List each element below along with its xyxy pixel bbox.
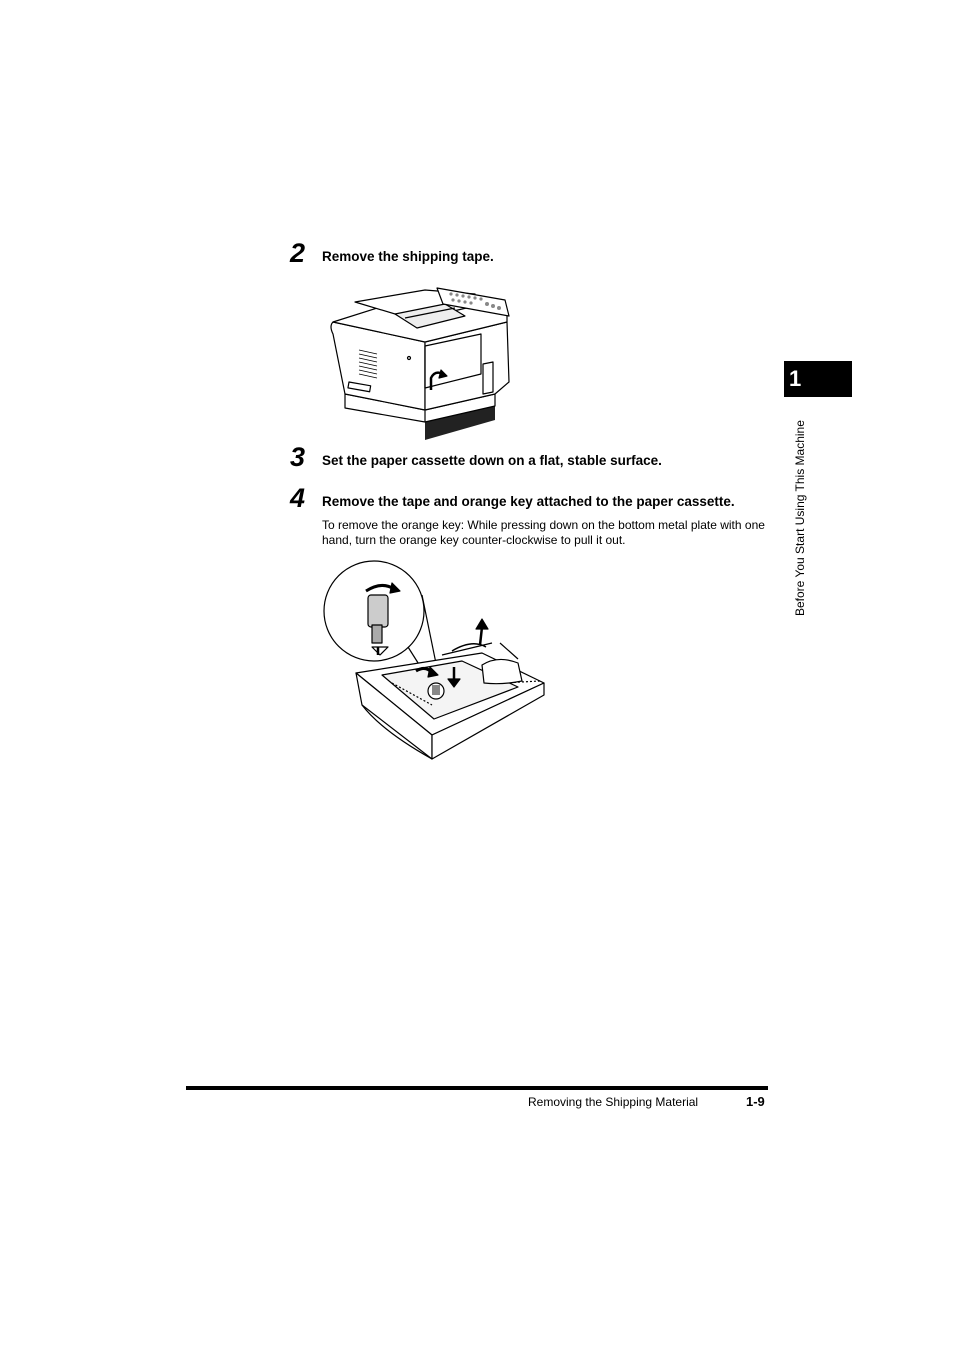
step-4-number: 4: [290, 483, 306, 513]
chapter-tab: 1: [784, 361, 852, 397]
footer-page-number: 1-9: [746, 1094, 765, 1109]
fax-machine-illustration: [325, 282, 515, 442]
step-4-detail: To remove the orange key: While pressing down on the bottom metal plate with one hand, turn the orange key counter-clockwise to pull it out.: [322, 518, 765, 547]
footer-rule: [186, 1086, 768, 1090]
step-2-number: 2: [290, 238, 306, 268]
step-3-text: Set the paper cassette down on a flat, stable surface.: [322, 453, 662, 468]
step-2-text: Remove the shipping tape.: [322, 249, 494, 264]
step-4-text: Remove the tape and orange key attached to the paper cassette.: [322, 494, 735, 509]
step-3-number: 3: [290, 442, 306, 472]
footer-section-title: Removing the Shipping Material: [528, 1095, 699, 1109]
paper-cassette-illustration: [322, 555, 552, 765]
chapter-side-label: Before You Start Using This Machine: [793, 420, 807, 616]
